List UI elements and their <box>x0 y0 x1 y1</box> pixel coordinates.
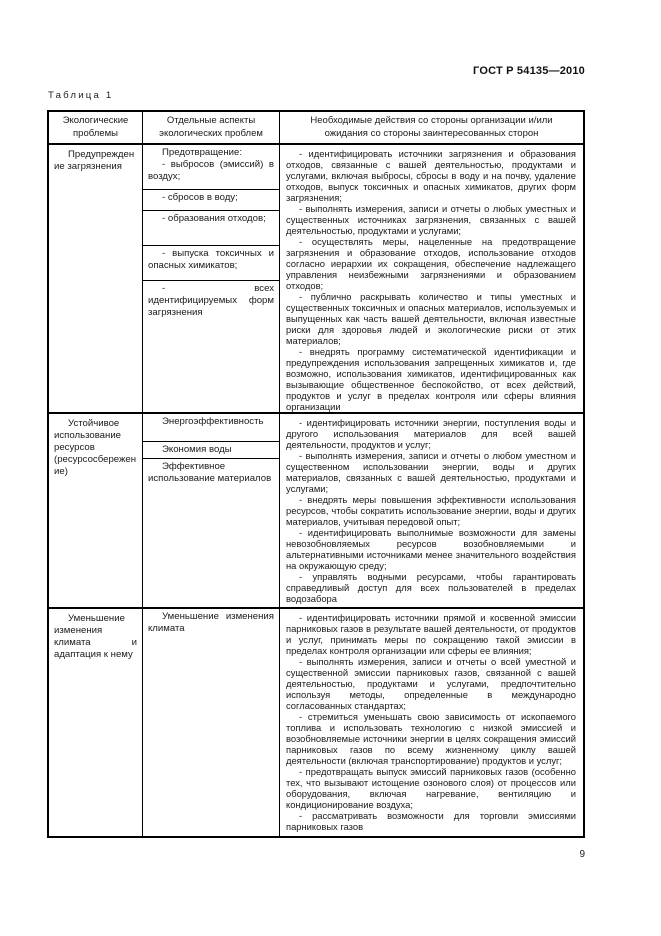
aspect-text: Экономия воды <box>162 444 232 455</box>
action-paragraph: - осуществлять меры, нацеленные на предотвращение загрязнения и образование отходов, использование отходов согласно иерархии их сокращения, обеспечение надлежащего управления неизбежными загрязнениями и образованием отходов; <box>286 236 576 291</box>
action-paragraph: - предотвращать выпуск эмиссий парниковых газов (особенно тех, что вызывают истощение озонового слоя) от процессов или оборудования, включая нагревание, вентиляцию и кондиционирование воздуха; <box>286 766 576 810</box>
aspect-item <box>143 609 279 836</box>
table-header-row <box>49 112 583 145</box>
action-paragraph: - выполнять измерения, записи и отчеты о всей уместной и существенной эмиссии парниковых газов, связанной с вашей деятельностью, продуктами и услугами, предпочтительно используя методы, определенные в международно согласованных стандартах; <box>286 656 576 711</box>
aspects-cell <box>143 609 280 836</box>
aspect-text: - всех идентифицируемых форм загрязнения <box>148 283 274 318</box>
action-paragraph: - выполнять измерения, записи и отчеты о любом уместном и существенном использовании энергии, воды и других материалов, связанных с вашей деятельностью, продуктами и услугами; <box>286 450 576 494</box>
doc-code: ГОСТ Р 54135—2010 <box>473 65 585 77</box>
actions-cell <box>280 145 583 412</box>
action-paragraph: - стремиться уменьшать свою зависимость от ископаемого топлива и использовать технологию с низкой эмиссией и возобновляемые источники энергии в целях сокращения эмиссий парниковых газов по всему жизненному циклу вашей деятельности (включая транспортирование) продуктов и услуг; <box>286 711 576 766</box>
action-paragraph: - рассматривать возможности для торговли эмиссиями парниковых газов <box>286 810 576 832</box>
aspect-text: Уменьшение изменения климата <box>148 611 274 634</box>
aspect-item <box>143 145 279 190</box>
aspect-text: - выбросов (эмиссий) в воздух; <box>148 159 274 182</box>
action-paragraph: - внедрять меры повышения эффективности использования ресурсов, чтобы сократить использование энергии, воды и других материалов, учитывая передовой опыт; <box>286 494 576 527</box>
table-row-pollution-prevention <box>49 145 583 414</box>
action-paragraph: - управлять водными ресурсами, чтобы гарантировать справедливый доступ для всех пользователей в пределах водозабора <box>286 571 576 604</box>
aspect-item <box>143 211 279 246</box>
action-paragraph: - внедрять программу систематической идентификации и предупреждения использования запрещенных химикатов и, где возможно, использования химикатов, идентифицированных как вызывающие общественное беспокойство, от всех действий, продуктов и услуг в пределах контроля или сферы влияния организации <box>286 346 576 412</box>
aspect-item <box>143 414 279 442</box>
header-cell-actions: Необходимые действия со стороны организации и/или ожидания со стороны заинтересованных сторон <box>310 115 553 139</box>
table-row-resource-sustainability <box>49 414 583 609</box>
aspects-cell <box>143 414 280 607</box>
action-paragraph: - идентифицировать источники прямой и косвенной эмиссии парниковых газов в результате вашей деятельности, от продуктов и услуг, принимать меры по сокращению такой эмиссии в пределах контроля организации или сферы ее влияния; <box>286 612 576 656</box>
aspect-text: - выпуска токсичных и опасных химикатов; <box>148 248 274 271</box>
actions-cell <box>280 609 583 836</box>
environmental-problems-table <box>47 110 585 838</box>
problem-cell <box>49 414 143 607</box>
aspect-item <box>143 190 279 211</box>
action-paragraph: - идентифицировать источники загрязнения и образования отходов, связанные с вашей деятельностью, продуктами и услугами, включая выбросы, сбросы в воду и на почву, удаление отходов, выпуск токсичных и опасных химикатов, других форм загрязнения; <box>286 148 576 203</box>
aspect-text: - сбросов в воду; <box>162 192 238 203</box>
table-label: Таблица 1 <box>48 90 114 101</box>
action-paragraph: - идентифицировать источники энергии, поступления воды и другого использования материалов для всей вашей деятельности, продуктов и услуг; <box>286 417 576 450</box>
aspect-text: Эффективное использование материалов <box>148 461 272 484</box>
aspect-item <box>143 459 279 607</box>
problem-cell <box>49 609 143 836</box>
table-row-climate-change <box>49 609 583 836</box>
aspect-item <box>143 246 279 281</box>
problem-text: Уменьшение изменения климата и адаптация к нему <box>54 613 137 660</box>
header-cell-problems: Экологические проблемы <box>49 112 143 143</box>
problem-text: Устойчивое использование ресурсов (ресурсосбережение) <box>54 418 137 477</box>
problem-text: Предупреждение загрязнения <box>54 149 135 172</box>
action-paragraph: - выполнять измерения, записи и отчеты о любых уместных и существенных источниках загрязнения, связанных с вашей деятельностью, продуктами и услугами; <box>286 203 576 236</box>
page-number: 9 <box>579 849 585 860</box>
aspect-text: Предотвращение: <box>162 147 243 158</box>
action-paragraph: - идентифицировать выполнимые возможности для замены невозобновляемых ресурсов возобновляемыми и альтернативными источниками менее значительного воздействия на окружающую среду; <box>286 527 576 571</box>
aspect-text: Энергоэффективность <box>162 416 264 427</box>
aspects-cell <box>143 145 280 412</box>
header-cell-aspects: Отдельные аспекты экологических проблем <box>143 112 280 143</box>
aspect-item <box>143 442 279 459</box>
aspect-item <box>143 281 279 412</box>
actions-cell <box>280 414 583 607</box>
aspect-text: - образования отходов; <box>162 213 266 224</box>
action-paragraph: - публично раскрывать количество и типы уместных и существенных токсичных и опасных материалов, используемых и выпущенных как часть вашей деятельности, включая известные риски для здоровья людей и экологические риски от этих материалов; <box>286 291 576 346</box>
problem-cell <box>49 145 143 412</box>
